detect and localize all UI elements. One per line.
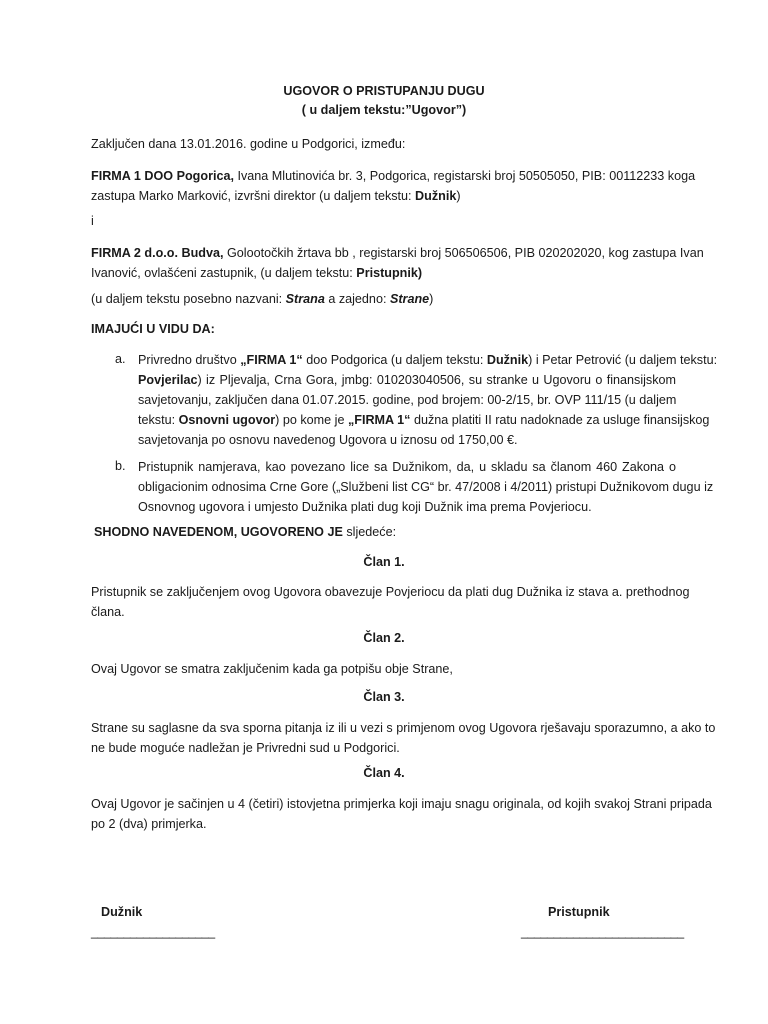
party-1-role: Dužnik — [415, 189, 457, 203]
collective-pre: (u daljem tekstu posebno nazvani: — [91, 292, 286, 306]
article-3-l1: Strane su saglasne da sva sporna pitanja iz ili u vezi s primjenom ovog Ugovora rješavaju sporazumno, a ako to — [91, 721, 716, 735]
item-a-t1: Privredno društvo — [138, 353, 241, 367]
party-2-name: FIRMA 2 d.o.o. Budva, — [91, 246, 224, 260]
signature-right-line: _________________________ — [521, 925, 684, 939]
party-2-block — [91, 243, 704, 283]
collective-mid: a zajedno: — [324, 292, 390, 306]
article-3-text — [91, 718, 716, 758]
party-2-details: Golootočkih žrtava bb , registarski broj 506506506, PIB 020202020, kog zastupa Ivan — [223, 246, 704, 260]
whereas-heading: IMAJUĆI U VIDU DA: — [91, 322, 215, 336]
article-1-l1: Pristupnik se zaključenjem ovog Ugovora obavezuje Povjeriocu da plati dug Dužnika iz stava a. prethodnog — [91, 585, 690, 599]
party-1-representative: zastupa Marko Marković, izvršni direktor (u daljem tekstu: — [91, 189, 416, 203]
signature-left-label: Dužnik — [101, 905, 143, 919]
item-a-marker: a. — [115, 352, 126, 366]
party-2-role: Pristupnik) — [356, 266, 423, 280]
item-b-text — [138, 457, 714, 517]
item-b-l2: obligacionim odnosima Crne Gore („Službeni list CG“ br. 47/2008 i 4/2011) pristupi Dužnikovom dugu iz — [138, 480, 714, 494]
party-1-close: ) — [456, 189, 461, 203]
item-b-marker: b. — [115, 459, 126, 473]
concluded-line: Zaključen dana 13.01.2016. godine u Podgorici, između: — [91, 137, 406, 151]
article-4-heading: Član 4. — [363, 766, 405, 780]
article-3-l2: ne bude moguće nadležan je Privredni sud u Podgorici. — [91, 741, 400, 755]
item-b-l3: Osnovnog ugovora i umjesto Dužnika plati dug koji Dužnik ima prema Povjeriocu. — [138, 500, 592, 514]
party-1-block — [91, 166, 696, 206]
item-a-t3: ) i Petar Petrović (u daljem tekstu: — [528, 353, 718, 367]
document-subtitle: ( u daljem tekstu:”Ugovor”) — [301, 103, 467, 117]
item-a-t4: ) iz Pljevalja, Crna Gora, jmbg: 010203040506, su stranke u Ugovoru o finansijskom — [197, 373, 676, 387]
item-a-povjerilac: Povjerilac — [138, 373, 198, 387]
article-4-l1: Ovaj Ugovor je sačinjen u 4 (četiri) istovjetna primjerka koji imaju snagu originala, od kojih svakoj Strani pripada — [91, 797, 712, 811]
item-a-t5: savjetovanju, zaključen dana 01.07.2015. godine, pod brojem: 00-2/15, br. OVP 111/15 (u daljem — [138, 393, 677, 407]
item-a-t9: savjetovanja po osnovu navedenog Ugovora u iznosu od 1750,00 €. — [138, 433, 518, 447]
article-2-l1: Ovaj Ugovor se smatra zaključenim kada ga potpišu obje Strane, — [91, 662, 453, 676]
term-strana: Strana — [285, 292, 325, 306]
document-title: UGOVOR O PRISTUPANJU DUGU — [283, 84, 485, 98]
agreed-rest: sljedeće: — [342, 525, 397, 539]
signature-left-line: ___________________ — [91, 925, 215, 939]
item-a-t8: dužna platiti II ratu nadoknade za usluge finansijskog — [410, 413, 710, 427]
party-1-details: Ivana Mlutinovića br. 3, Podgorica, registarski broj 50505050, PIB: 00112233 koga — [233, 169, 696, 183]
item-b-l1: Pristupnik namjerava, kao povezano lice sa Dužnikom, da, u skladu sa članom 460 Zakona o — [138, 460, 676, 474]
item-a-duznik: Dužnik — [486, 353, 529, 367]
article-3-heading: Član 3. — [363, 690, 405, 704]
party-2-representative: Ivanović, ovlašćeni zastupnik, (u daljem tekstu: — [91, 266, 357, 280]
article-4-l2: po 2 (dva) primjerka. — [91, 817, 207, 831]
conjunction: i — [91, 214, 94, 228]
item-a-osnovni: Osnovni ugovor — [178, 413, 276, 427]
article-1-l2: člana. — [91, 605, 125, 619]
term-strane: Strane — [389, 292, 430, 306]
collective-post: ) — [429, 292, 434, 306]
article-2-heading: Član 2. — [363, 631, 405, 645]
item-a-t2: doo Podgorica (u daljem tekstu: — [302, 353, 487, 367]
signature-right-label: Pristupnik — [548, 905, 610, 919]
party-1-name: FIRMA 1 DOO Pogorica, — [91, 169, 234, 183]
article-4-text — [91, 794, 712, 834]
article-1-heading: Član 1. — [363, 555, 405, 569]
item-a-firma1: „FIRMA 1“ — [240, 353, 303, 367]
agreed-line — [94, 525, 396, 539]
collective-naming — [91, 292, 433, 306]
article-1-text — [91, 582, 690, 622]
item-a-firma1-b: „FIRMA 1“ — [347, 413, 411, 427]
item-a-text — [138, 350, 718, 450]
item-a-t6: tekstu: — [138, 413, 179, 427]
item-a-t7: ) po kome je — [275, 413, 348, 427]
article-2-text — [91, 659, 677, 679]
agreed-bold: SHODNO NAVEDENOM, UGOVORENO JE — [94, 525, 343, 539]
